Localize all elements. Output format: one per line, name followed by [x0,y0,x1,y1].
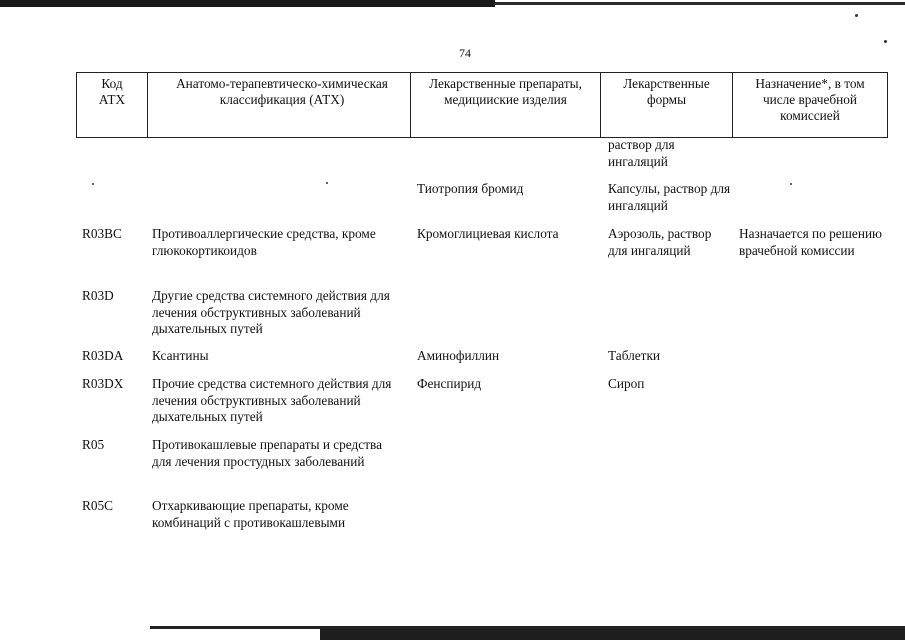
scan-edge-top-thick [0,0,495,7]
scan-speck [92,183,94,185]
table-cell-form: раствор для ингаляций [608,137,675,169]
header-form: Лекарственные формы [600,73,732,137]
table-cell-assignment: Назначается по решению врачебной комиссии [739,226,882,258]
table-cell-form: Сироп [608,376,645,391]
table-cell-code: R03BC [82,226,122,241]
header-classification: Анатомо-терапевтическо-химическая классификация (АТХ) [147,73,410,137]
scan-speck [326,182,328,184]
page-number: 74 [459,46,471,60]
table-cell-form: Аэрозоль, раствор для ингаляций [608,226,712,258]
header-assignment: Назначение*, в том числе врачебной комиссией [732,73,888,137]
table-cell-drug: Кромоглициевая кислота [417,226,559,241]
table-cell-code: R03DX [82,376,124,391]
table-cell-code: R03DA [82,348,124,363]
scan-edge-bottom-block [320,629,905,640]
table-cell-classification: Прочие средства системного действия для лечения обструктивных заболеваний дыхательных путей [152,376,392,424]
table-cell-drug: Фенспирид [417,376,482,391]
table-cell-classification: Ксантины [152,348,209,363]
table-cell-drug: Аминофиллин [417,348,500,363]
table-cell-drug: Тиотропия бромид [417,181,524,196]
table-cell-code: R05 [82,437,105,452]
scan-edge-top [0,0,905,9]
scan-edge-top-thin [495,2,905,5]
table-cell-classification: Противоаллергические средства, кроме глюкокортикоидов [152,226,376,258]
table-cell-code: R03D [82,288,114,303]
table-cell-form: Таблетки [608,348,661,363]
header-code: Код АТХ [76,73,147,137]
table-cell-classification: Другие средства системного действия для лечения обструктивных заболеваний дыхательных путей [152,288,390,336]
table-cell-form: Капсулы, раствор для ингаляций [608,181,731,213]
table-cell-classification: Отхаркивающие препараты, кроме комбинаций с противокашлевыми [152,498,349,530]
scan-speck [884,40,887,43]
header-drug: Лекарственные препараты, медицииские изделия [410,73,600,137]
table-cell-code: R05C [82,498,114,513]
scan-edge-bottom [150,626,905,640]
table-cell-classification: Противокашлевые препараты и средства для лечения простудных заболеваний [152,437,383,469]
table-header [76,72,888,138]
scan-speck [790,183,792,185]
scan-speck [855,14,858,17]
